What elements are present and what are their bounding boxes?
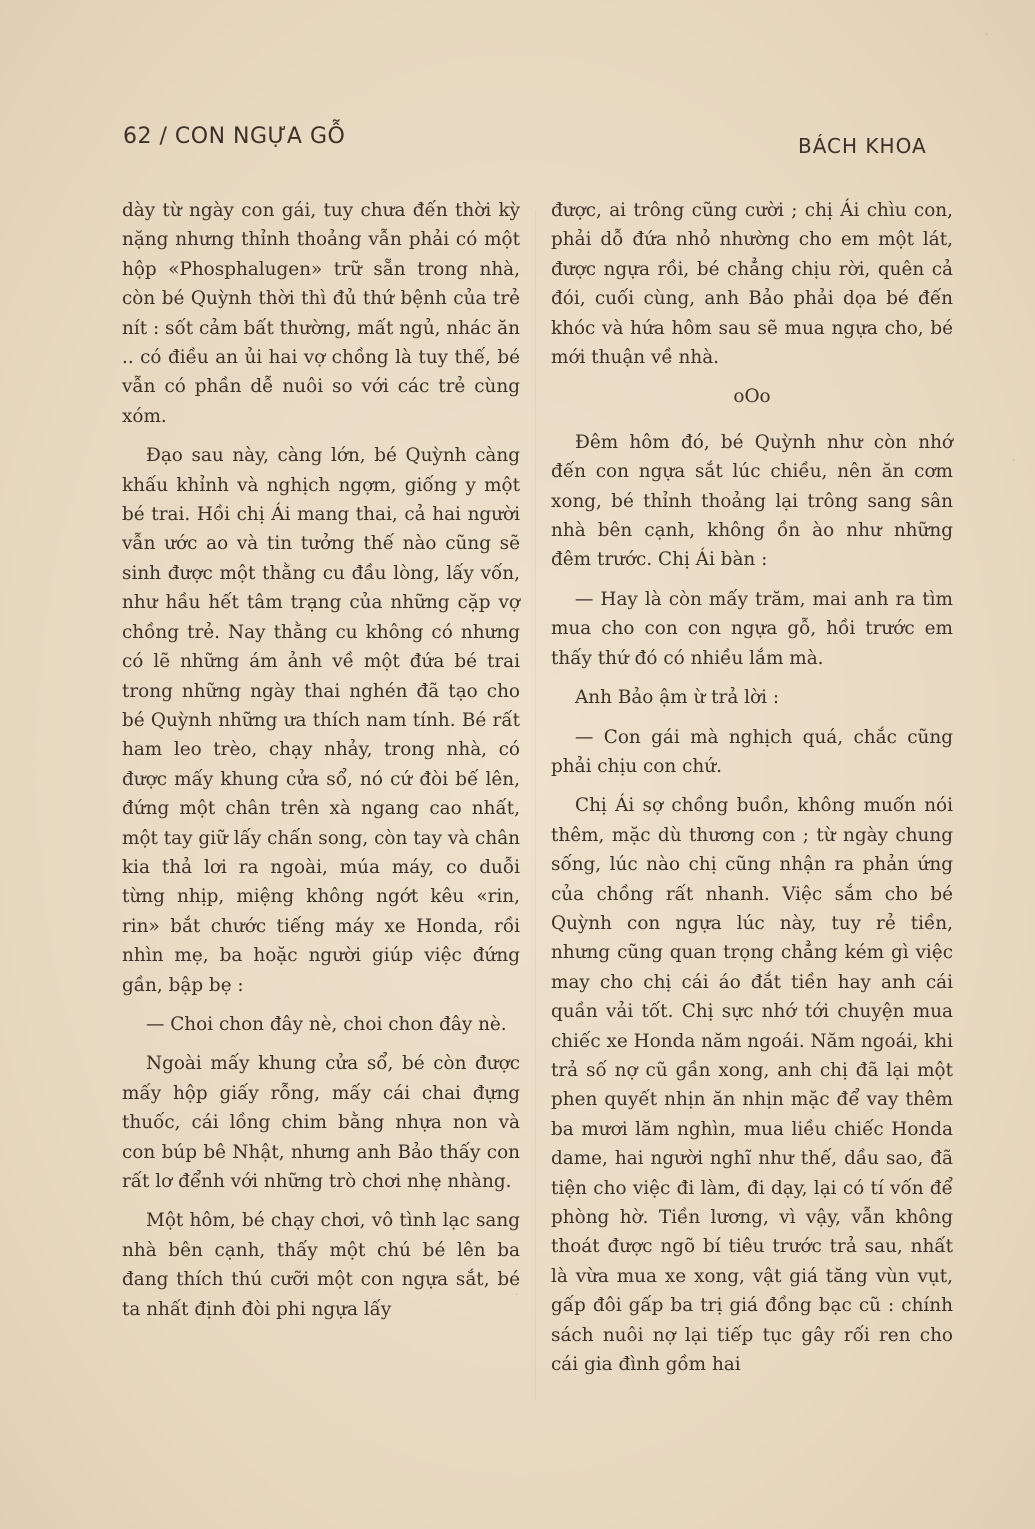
paragraph-dialogue: — Con gái mà nghịch quá, chắc cũng phải chịu con chứ.: [551, 726, 953, 777]
paragraph: Một hôm, bé chạy chơi, vô tình lạc sang nhà bên cạnh, thấy một chú bé lên ba đang thích thú cưỡi một con ngựa sắt, bé ta nhất định đòi phi ngựa lấy: [122, 1210, 520, 1320]
paper-speck: ·: [515, 1290, 519, 1301]
paragraph: Anh Bảo ậm ừ trả lời :: [575, 687, 780, 709]
paper-speck: -: [1012, 455, 1016, 466]
page-header-magazine: BÁCH KHOA: [798, 134, 927, 158]
page-header-title: 62 / CON NGỰA GỖ: [123, 124, 346, 149]
paragraph-dialogue: — Hay là còn mấy trăm, mai anh ra tìm mua cho con con ngựa gỗ, hồi trước em thấy thứ đó có nhiều lắm mà.: [551, 588, 953, 669]
paragraph: được, ai trông cũng cười ; chị Ái chìu con, phải dỗ đứa nhỏ nhường cho em một lát, được ngựa rồi, bé chẳng chịu rời, quên cả đói, cuối cùng, anh Bảo phải dọa bé đến khóc và hứa hôm sau sẽ mua ngựa cho, bé mới thuận về nhà.: [551, 200, 953, 369]
column-gutter: [535, 210, 536, 1400]
paragraph: Đêm hôm đó, bé Quỳnh như còn nhớ đến con ngựa sắt lúc chiều, nên ăn cơm xong, bé thỉnh thoảng lại trông sang sân nhà bên cạnh, không ồn ào như những đêm trước. Chị Ái bàn :: [551, 431, 953, 571]
paragraph-dialogue: — Choi chon đây nè, choi chon đây nè.: [146, 1013, 507, 1035]
paragraph: dày từ ngày con gái, tuy chưa đến thời kỳ nặng nhưng thỉnh thoảng vẫn phải có một hộp «Phosphalugen» trữ sẵn trong nhà, còn bé Quỳnh thời thì đủ thứ bệnh của trẻ nít : sốt cảm bất thường, mất ngủ, nhác ăn .. có điều an ủi hai vợ chồng là tuy thế, bé vẫn có phần dễ nuôi so với các trẻ cùng xóm.: [122, 200, 520, 427]
paragraph: Đạo sau này, càng lớn, bé Quỳnh càng khấu khỉnh và nghịch ngợm, giống y một bé trai. Hồi chị Ái mang thai, cả hai người vẫn ước ao và tin tưởng thế nào cũng sẽ sinh được một thằng cu đầu lòng, lấy vốn, như hầu hết tâm trạng của những cặp vợ chồng trẻ. Nay thằng cu không có nhưng có lẽ những ám ảnh về một đứa bé trai trong những ngày thai nghén đã tạo cho bé Quỳnh những ưa thích nam tính. Bé rất ham leo trèo, chạy nhảy, trong nhà, có được mấy khung cửa sổ, nó cứ đòi bế lên, đứng một chân trên xà ngang cao nhất, một tay giữ lấy chấn song, còn tay và chân kia thả lơi ra ngoài, múa máy, co duỗi từng nhịp, miệng không ngớt kêu «rin, rin» bắt chước tiếng máy xe Honda, rồi nhìn mẹ, ba hoặc người giúp việc đứng gần, bập bẹ :: [122, 445, 520, 996]
right-column: [551, 196, 953, 1389]
section-break: oOo: [733, 386, 771, 408]
paragraph: Chị Ái sợ chồng buồn, không muốn nói thêm, mặc dù thương con ; từ ngày chung sống, lúc nào chị cũng nhận ra phản ứng của chồng rất nhanh. Việc sắm cho bé Quỳnh con ngựa lúc này, tuy rẻ tiền, nhưng cũng quan trọng chẳng kém gì việc may cho chị cái áo đắt tiền hay anh cái quần vải tốt. Chị sực nhớ tới chuyện mua chiếc xe Honda năm ngoái. Năm ngoái, khi trả số nợ cũ gần xong, anh chị đã lại một phen quyết nhịn ăn nhịn mặc để vay thêm ba mươi lăm nghìn, mua liều chiếc Honda dame, hai người nghĩ như thế, dầu sao, đã tiện cho việc đi làm, đi dạy, lại có tí vốn để phòng hờ. Tiền lương, vì vậy, vẫn không thoát được ngõ bí tiêu trước trả sau, nhất là vừa mua xe xong, vật giá tăng vùn vụt, gấp đôi gấp ba trị giá đồng bạc cũ : chính sách nuôi nợ lại tiếp tục gây rối ren cho cái gia đình gồm hai: [551, 795, 953, 1376]
paragraph: Ngoài mấy khung cửa sổ, bé còn được mấy hộp giấy rỗng, mấy cái chai đựng thuốc, cái lồng chim bằng nhựa non và con búp bê Nhật, nhưng anh Bảo thấy con rất lơ đểnh với những trò chơi nhẹ nhàng.: [122, 1053, 520, 1192]
paper-speck: ·: [985, 30, 989, 41]
left-column: [122, 196, 520, 1334]
